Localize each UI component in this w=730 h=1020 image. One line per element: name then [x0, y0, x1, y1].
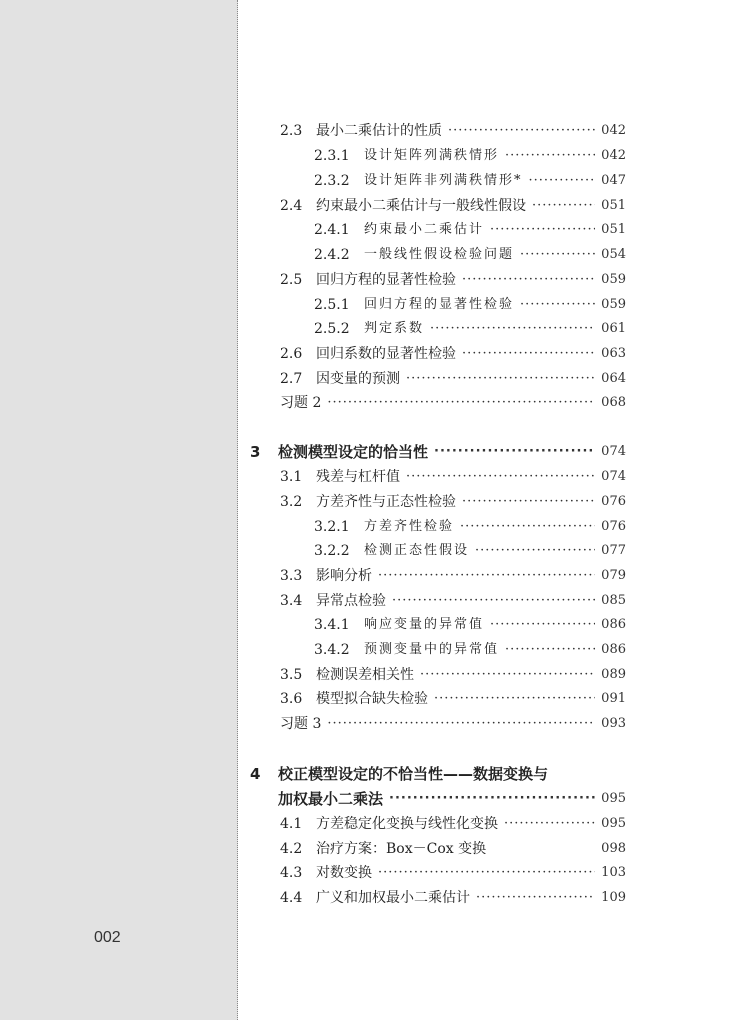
chapter-title-continuation: 加权最小二乘法 [278, 790, 384, 808]
dot-leader [434, 441, 595, 463]
entry-page: 095 [601, 816, 626, 831]
entry-page: 051 [601, 198, 626, 213]
toc-entry[interactable] [280, 838, 626, 860]
toc-entry[interactable] [280, 120, 626, 142]
dot-leader [505, 639, 595, 661]
toc-entry[interactable] [280, 813, 626, 835]
entry-title: 异常点检验 [316, 593, 386, 609]
toc-entry[interactable] [280, 343, 626, 365]
entry-number: 2.3 [280, 123, 303, 139]
entry-page: 042 [601, 148, 626, 163]
entry-number: 3.6 [280, 691, 303, 707]
dot-leader [406, 368, 595, 390]
dot-leader [505, 145, 595, 167]
dot-leader [462, 269, 595, 291]
toc-chapter-continuation[interactable] [278, 788, 626, 810]
entry-page: 068 [601, 395, 626, 410]
entry-title: 因变量的预测 [316, 371, 400, 387]
entry-number: 2.3.2 [314, 173, 350, 189]
entry-page: 109 [601, 890, 626, 905]
entry-page: 086 [601, 642, 626, 657]
entry-title: 最小二乘估计的性质 [316, 123, 442, 139]
entry-title: 模型拟合缺失检验 [316, 691, 428, 707]
entry-page: 085 [601, 593, 626, 608]
toc-entry[interactable] [314, 318, 626, 340]
entry-number: 4.2 [280, 841, 303, 857]
dot-leader [430, 318, 595, 340]
entry-title: 习题 3 [280, 716, 322, 732]
dot-leader [462, 491, 595, 513]
entry-title: 方差稳定化变换与线性化变换 [316, 816, 498, 832]
entry-title: 影响分析 [316, 568, 372, 584]
toc-entry[interactable] [280, 887, 626, 909]
entry-number: 2.4.1 [314, 222, 350, 238]
entry-page: 103 [601, 865, 626, 880]
dot-leader [378, 565, 595, 587]
entry-title: 预测变量中的异常值 [364, 642, 500, 657]
entry-page: 077 [601, 543, 626, 558]
dot-leader [520, 244, 595, 266]
entry-title: 残差与杠杆值 [316, 469, 400, 485]
toc-entry[interactable] [280, 466, 626, 488]
entry-number: 3.2 [280, 494, 303, 510]
entry-number: 4.4 [280, 890, 303, 906]
entry-number: 3.1 [280, 469, 303, 485]
entry-number: 3.4.1 [314, 617, 350, 633]
toc-entry[interactable] [280, 688, 626, 710]
dot-leader [392, 590, 595, 612]
dot-leader [462, 343, 595, 365]
entry-page: 089 [601, 667, 626, 682]
entry-page: 061 [601, 321, 626, 336]
dot-leader [475, 540, 595, 562]
dot-leader [520, 294, 595, 316]
page-number: 002 [94, 929, 121, 946]
toc-entry[interactable] [280, 368, 626, 390]
toc-entry[interactable] [314, 170, 626, 192]
chapter-title: 检测模型设定的恰当性 [278, 443, 429, 461]
dot-leader [504, 813, 595, 835]
dot-leader [476, 887, 595, 909]
dot-leader [532, 195, 595, 217]
entry-number: 2.3.1 [314, 148, 350, 164]
entry-page: 059 [601, 272, 626, 287]
entry-number: 2.5.1 [314, 297, 350, 313]
toc-entry[interactable] [314, 540, 626, 562]
toc-entry[interactable] [280, 195, 626, 217]
toc-chapter[interactable] [250, 763, 548, 785]
dot-leader [448, 120, 595, 142]
toc-entry-exercises[interactable] [280, 392, 626, 414]
toc-chapter[interactable] [250, 441, 626, 463]
chapter-number: 3 [250, 443, 261, 461]
entry-title: 对数变换 [316, 865, 372, 881]
toc-entry[interactable] [280, 491, 626, 513]
entry-number: 3.3 [280, 568, 303, 584]
toc-entry[interactable] [280, 664, 626, 686]
entry-number: 2.5 [280, 272, 303, 288]
entry-title: 方差齐性与正态性检验 [316, 494, 456, 510]
entry-page: 054 [601, 247, 626, 262]
entry-title: 检测误差相关性 [316, 667, 414, 683]
entry-number: 4.3 [280, 865, 303, 881]
toc-entry[interactable] [314, 294, 626, 316]
entry-page: 086 [601, 617, 626, 632]
dot-leader [420, 664, 595, 686]
toc-entry[interactable] [280, 862, 626, 884]
entry-number: 3.2.1 [314, 519, 350, 535]
entry-title: 回归方程的显著性检验 [316, 272, 456, 288]
entry-title: 回归系数的显著性检验 [316, 346, 456, 362]
chapter-number: 4 [250, 765, 261, 783]
entry-page: 079 [601, 568, 626, 583]
entry-number: 2.6 [280, 346, 303, 362]
entry-title: 方差齐性检验 [364, 519, 455, 534]
entry-number: 3.2.2 [314, 543, 350, 559]
toc-entry[interactable] [314, 614, 626, 636]
toc-entry[interactable] [314, 219, 626, 241]
entry-title: 广义和加权最小二乘估计 [316, 890, 470, 906]
entry-page: 059 [601, 297, 626, 312]
entry-page: 047 [601, 173, 626, 188]
entry-page: 076 [601, 519, 626, 534]
entry-title: 设计矩阵非列满秩情形* [364, 173, 523, 188]
entry-title: 判定系数 [364, 321, 425, 336]
entry-title: 一般线性假设检验问题 [364, 247, 515, 262]
entry-page: 074 [601, 469, 626, 484]
dot-leader [529, 170, 596, 192]
dot-leader [490, 614, 595, 636]
dot-leader [378, 862, 595, 884]
chapter-title: 校正模型设定的不恰当性——数据变换与 [278, 765, 549, 783]
entry-page: 098 [601, 841, 626, 856]
entry-page: 063 [601, 346, 626, 361]
dot-leader [406, 466, 595, 488]
entry-title: 检测正态性假设 [364, 543, 470, 558]
entry-number: 3.4.2 [314, 642, 350, 658]
entry-page: 093 [601, 716, 626, 731]
entry-number: 3.5 [280, 667, 303, 683]
entry-number: 3.4 [280, 593, 303, 609]
toc-entry[interactable] [314, 145, 626, 167]
toc-entry[interactable] [314, 516, 626, 538]
entry-title: 约束最小二乘估计 [364, 222, 485, 237]
entry-title: 治疗方案：Box－Cox 变换 [316, 841, 487, 857]
entry-page: 091 [601, 691, 626, 706]
dot-leader [389, 788, 595, 810]
toc-entry-exercises[interactable] [280, 713, 626, 735]
entry-number: 2.7 [280, 371, 303, 387]
toc-entry[interactable] [314, 244, 626, 266]
entry-number: 4.1 [280, 816, 303, 832]
dot-leader [460, 516, 595, 538]
entry-page: 064 [601, 371, 626, 386]
dot-leader [490, 219, 595, 241]
entry-number: 2.4.2 [314, 247, 350, 263]
toc-entry[interactable] [280, 269, 626, 291]
entry-page: 095 [601, 791, 626, 806]
entry-title: 约束最小二乘估计与一般线性假设 [316, 198, 526, 214]
toc-entry[interactable] [280, 565, 626, 587]
dot-leader [327, 713, 595, 735]
dot-leader [327, 392, 595, 414]
entry-number: 2.5.2 [314, 321, 350, 337]
entry-title: 响应变量的异常值 [364, 617, 485, 632]
entry-page: 076 [601, 494, 626, 509]
entry-page: 042 [601, 123, 626, 138]
entry-page: 074 [601, 444, 626, 459]
entry-title: 设计矩阵列满秩情形 [364, 148, 500, 163]
entry-title: 回归方程的显著性检验 [364, 297, 515, 312]
toc-entry[interactable] [314, 639, 626, 661]
toc-entry[interactable] [280, 590, 626, 612]
entry-number: 2.4 [280, 198, 303, 214]
dot-leader [434, 688, 595, 710]
entry-page: 051 [601, 222, 626, 237]
entry-title: 习题 2 [280, 395, 322, 411]
